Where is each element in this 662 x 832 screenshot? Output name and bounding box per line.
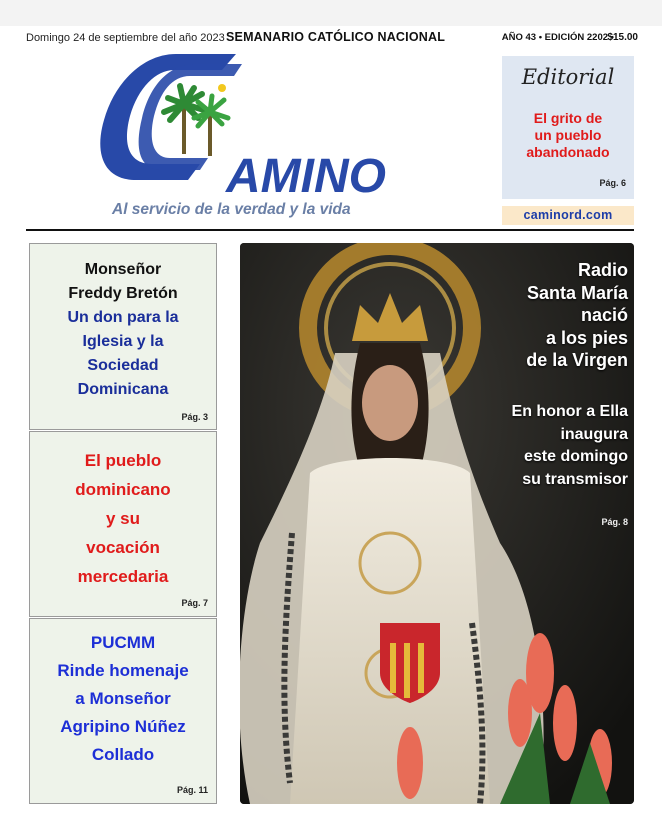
feature-photo[interactable] [240, 243, 634, 804]
story-1-name: Monseñor Freddy Bretón [68, 261, 178, 302]
editorial-box[interactable] [502, 56, 634, 199]
editorial-title: El grito de un pueblo abandonado [526, 110, 610, 160]
story-pucmm[interactable] [29, 618, 217, 804]
camino-logo [96, 54, 412, 200]
feature-headline: Radio Santa María nació a los pies de la Virgen [526, 260, 628, 370]
website-link[interactable]: caminord.com [502, 206, 634, 225]
story-2-page: Pág. 7 [181, 598, 208, 608]
story-1-subtitle: Un don para la Iglesia y la Sociedad Dominicana [67, 309, 179, 398]
editorial-heading: Editorial [521, 65, 615, 89]
dateline [26, 30, 638, 48]
issue-info: AÑO 43 • EDICIÓN 2202 • [501, 32, 614, 43]
story-1-page: Pág. 3 [181, 412, 208, 422]
top-bar [0, 0, 662, 26]
story-2-title: El pueblo dominicano y su vocación mercedaria [75, 451, 171, 586]
story-3-page: Pág. 11 [176, 785, 208, 795]
divider-rule [26, 229, 634, 231]
feature-page: Pág. 8 [601, 517, 628, 527]
logo-wordmark: AMINO [226, 150, 386, 200]
tagline: Al servicio de la verdad y la vida [112, 201, 351, 218]
price: $15.00 [607, 32, 638, 43]
story-vocacion-mercedaria[interactable] [29, 431, 217, 617]
publication-label: SEMANARIO CATÓLICO NACIONAL [226, 30, 446, 44]
palm-trees-icon [164, 84, 228, 156]
issue-date: Domingo 24 de septiembre del año 2023 [26, 32, 225, 44]
story-3-title: PUCMM Rinde homenaje a Monseñor Agripino Núñez Collado [57, 633, 189, 764]
editorial-page: Pág. 6 [599, 178, 626, 188]
story-freddy-breton[interactable] [29, 243, 217, 430]
feature-deck: En honor a Ella inaugura este domingo su transmisor [511, 403, 628, 488]
